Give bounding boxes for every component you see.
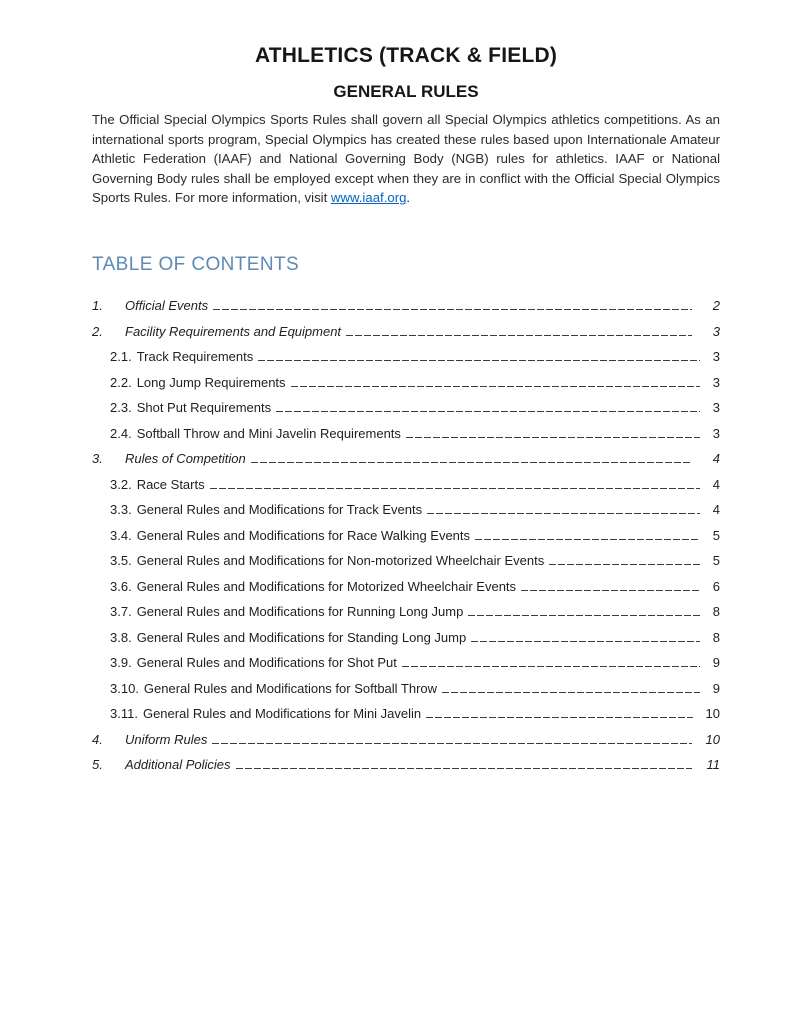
document-title: ATHLETICS (TRACK & FIELD) xyxy=(254,44,558,67)
toc-entry-number: 1. xyxy=(92,298,103,314)
toc-entry-label: General Rules and Modifications for Softball Throw xyxy=(143,680,438,696)
toc-entry-page: 11 xyxy=(706,757,720,773)
toc-leader-line xyxy=(471,619,702,645)
toc-entry-page: 8 xyxy=(712,629,720,645)
toc-entry xyxy=(92,721,720,747)
toc-leader-line xyxy=(468,594,702,620)
toc-leader-line xyxy=(236,747,702,773)
toc-entry xyxy=(92,543,720,569)
toc-entry-number: 3.10. xyxy=(110,680,139,696)
toc-entry-page: 3 xyxy=(712,349,720,365)
intro-text-end: . xyxy=(406,190,411,206)
toc-entry-page: 3 xyxy=(712,425,720,441)
toc-leader-line xyxy=(212,721,702,747)
toc-entry-label: Track Requirements xyxy=(136,349,254,365)
toc-entry-label: Rules of Competition xyxy=(125,451,246,467)
toc-entry-number: 4. xyxy=(92,731,103,747)
toc-entry xyxy=(92,339,720,365)
toc-entry-label: General Rules and Modifications for Mini Javelin xyxy=(142,706,422,722)
toc-entry-number: 2. xyxy=(92,323,103,339)
toc-entry-page: 5 xyxy=(712,527,720,543)
toc-entry-page: 4 xyxy=(712,502,720,518)
toc-entry-page: 3 xyxy=(712,323,720,339)
toc-entry-number: 3.8. xyxy=(110,629,132,645)
toc-entry-number: 3.6. xyxy=(110,578,132,594)
toc-entry-page: 4 xyxy=(712,476,720,492)
toc-leader-line xyxy=(475,517,702,543)
toc-entry-label: General Rules and Modifications for Track Events xyxy=(136,502,423,518)
toc-entry xyxy=(92,441,720,467)
toc-leader-line xyxy=(406,415,702,441)
toc-leader-line xyxy=(276,390,702,416)
toc-leader-line xyxy=(442,670,702,696)
toc-entry-page: 9 xyxy=(712,655,720,671)
toc-entry-page: 2 xyxy=(712,298,720,314)
toc-entry xyxy=(92,313,720,339)
toc-entry xyxy=(92,670,720,696)
document-subtitle: GENERAL RULES xyxy=(333,82,479,101)
toc-entry-number: 5. xyxy=(92,757,103,773)
toc-entry xyxy=(92,288,720,314)
toc-entry-label: General Rules and Modifications for Shot Put xyxy=(136,655,397,671)
toc-entry-page: 9 xyxy=(712,680,720,696)
toc-entry-label: Long Jump Requirements xyxy=(136,374,286,390)
toc-entry-page: 8 xyxy=(712,604,720,620)
toc-entry-number: 3.11. xyxy=(110,706,138,722)
toc-entry-label: Shot Put Requirements xyxy=(136,400,272,416)
toc-entry xyxy=(92,696,720,722)
toc-entry xyxy=(92,415,720,441)
toc-entry-page: 3 xyxy=(712,400,720,416)
toc-entry-number: 3.4. xyxy=(110,527,132,543)
intro-text: The Official Special Olympics Sports Rules shall govern all Special Olympics athletics competitions. As an international sports program, Special Olympics has created these rules based upon Internationale Amateur Athletic Federation (IAAF) and National Governing Body (NGB) rules for athletics. IAAF or National Governing Body rules shall be employed except when they are in conflict with the Official Special Olympics Sports Rules. For more information, visit xyxy=(92,112,720,206)
toc-heading: TABLE OF CONTENTS xyxy=(92,253,300,275)
toc-entry xyxy=(92,619,720,645)
toc-leader-line xyxy=(427,492,702,518)
toc-leader-line xyxy=(251,441,702,467)
toc-entry-label: Official Events xyxy=(125,298,209,314)
toc-entry-label: Softball Throw and Mini Javelin Requirements xyxy=(136,425,401,441)
toc-entry-label: General Rules and Modifications for Race Walking Events xyxy=(136,527,471,543)
toc-leader-line xyxy=(549,543,702,569)
toc-entry xyxy=(92,364,720,390)
toc-entry-label: General Rules and Modifications for Non-motorized Wheelchair Events xyxy=(136,553,545,569)
toc-entry xyxy=(92,747,720,773)
toc-entry-label: General Rules and Modifications for Running Long Jump xyxy=(136,604,464,620)
toc-entry-number: 2.4. xyxy=(110,425,132,441)
toc-entry-number: 3. xyxy=(92,451,103,467)
toc-entry-number: 3.9. xyxy=(110,655,132,671)
toc-entry-number: 2.2. xyxy=(110,374,132,390)
toc-leader-line xyxy=(258,339,702,365)
toc-leader-line xyxy=(426,696,702,722)
toc-entry-number: 2.3. xyxy=(110,400,132,416)
toc-list xyxy=(92,288,720,773)
toc-entry-label: Facility Requirements and Equipment xyxy=(125,323,342,339)
toc-entry xyxy=(92,568,720,594)
intro-paragraph xyxy=(92,110,720,208)
toc-entry-page: 10 xyxy=(705,706,720,722)
toc-entry xyxy=(92,594,720,620)
toc-entry-label: Uniform Rules xyxy=(125,731,208,747)
toc-entry-page: 4 xyxy=(712,451,720,467)
toc-leader-line xyxy=(346,313,702,339)
toc-leader-line xyxy=(210,466,702,492)
toc-entry-label: Additional Policies xyxy=(125,757,231,773)
toc-entry xyxy=(92,466,720,492)
toc-entry-number: 3.7. xyxy=(110,604,132,620)
toc-entry-number: 3.2. xyxy=(110,476,132,492)
iaaf-link[interactable]: www.iaaf.org xyxy=(330,190,407,206)
toc-entry-number: 3.3. xyxy=(110,502,132,518)
toc-leader-line xyxy=(213,288,702,314)
toc-entry xyxy=(92,645,720,671)
toc-entry-label: Race Starts xyxy=(136,476,205,492)
toc-entry-page: 3 xyxy=(712,374,720,390)
toc-leader-line xyxy=(402,645,702,671)
toc-entry-label: General Rules and Modifications for Motorized Wheelchair Events xyxy=(136,578,517,594)
toc-entry-page: 5 xyxy=(712,553,720,569)
toc-entry-number: 2.1. xyxy=(110,349,132,365)
toc-entry xyxy=(92,492,720,518)
toc-entry-number: 3.5. xyxy=(110,553,132,569)
toc-entry xyxy=(92,517,720,543)
toc-leader-line xyxy=(521,568,702,594)
toc-entry-label: General Rules and Modifications for Standing Long Jump xyxy=(136,629,467,645)
toc-entry-page: 6 xyxy=(712,578,720,594)
toc-entry-page: 10 xyxy=(705,731,720,747)
toc-entry xyxy=(92,390,720,416)
toc-leader-line xyxy=(291,364,702,390)
